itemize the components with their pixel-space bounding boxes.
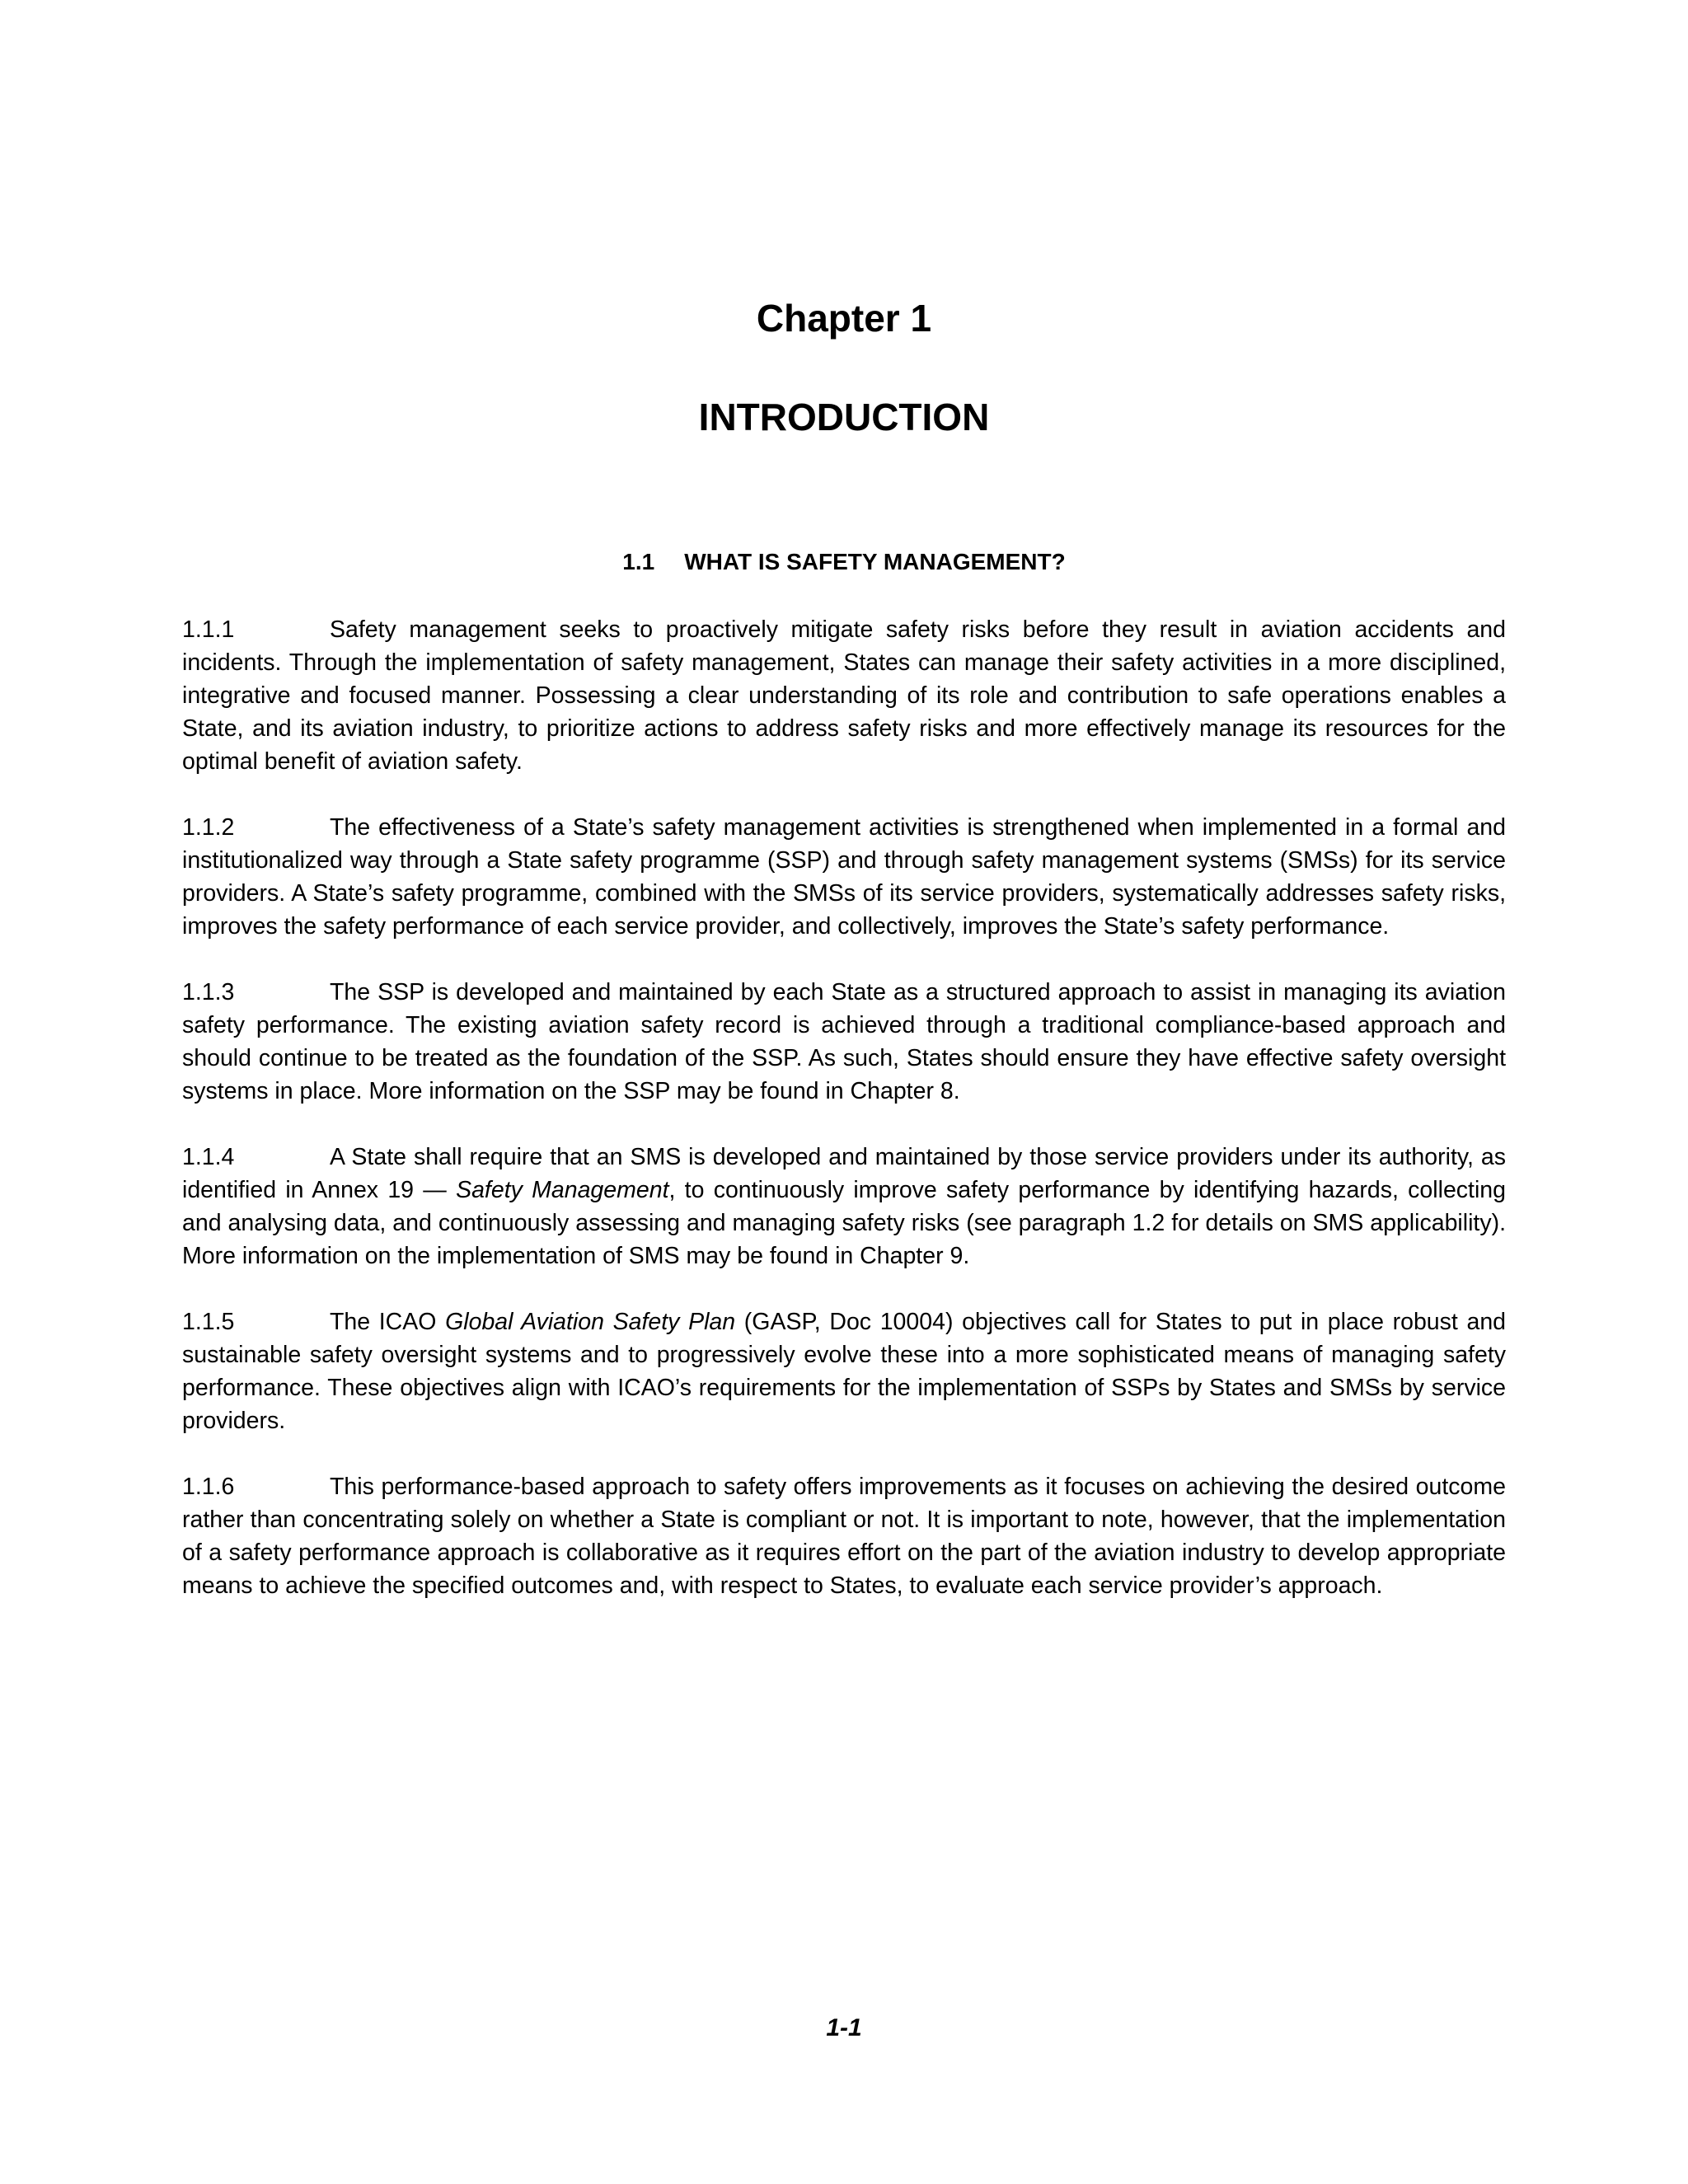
page-number: 1-1	[826, 2014, 862, 2041]
section-heading	[0, 547, 1688, 577]
paragraph-text: Safety management seeks to proactively mitigate safety risks before they result in aviation accidents and incidents. Through the implementation of safety management, States can manage their safety activities in a more disciplined, integrative and focused manner. Possessing a clear understanding of its role and contribution to safe operations enables a State, and its aviation industry, to prioritize actions to address safety risks and more effectively manage its resources for the optimal benefit of aviation safety.	[182, 616, 1506, 775]
body-text	[182, 613, 1506, 1635]
paragraph-1-1-2	[182, 811, 1506, 943]
paragraph-number: 1.1.1	[182, 616, 235, 643]
paragraph-number: 1.1.4	[182, 1144, 235, 1170]
paragraph-1-1-1	[182, 613, 1506, 778]
paragraph-text: The effectiveness of a State’s safety management activities is strengthened when implemented in a formal and institutionalized way through a State safety programme (SSP) and through safety management systems (SMSs) for its service providers. A State’s safety programme, combined with the SMSs of its service providers, systematically addresses safety risks, improves the safety performance of each service provider, and collectively, improves the State’s safety performance.	[182, 814, 1506, 940]
document-title-italic: Global Aviation Safety Plan	[445, 1309, 736, 1335]
paragraph-text: This performance-based approach to safety offers improvements as it focuses on achieving the desired outcome rather than concentrating solely on whether a State is compliant or not. It is important to note, however, that the implementation of a safety performance approach is collaborative as it requires effort on the part of the aviation industry to develop appropriate means to achieve the specified outcomes and, with respect to States, to evaluate each service provider’s approach.	[182, 1474, 1506, 1599]
paragraph-1-1-4	[182, 1141, 1506, 1272]
paragraph-text-before: The ICAO	[330, 1309, 446, 1335]
chapter-subtitle: INTRODUCTION	[698, 396, 990, 438]
paragraph-number: 1.1.3	[182, 979, 235, 1005]
document-title-italic: Safety Management	[456, 1177, 669, 1203]
paragraph-number: 1.1.5	[182, 1309, 235, 1335]
paragraph-1-1-6	[182, 1470, 1506, 1602]
paragraph-number: 1.1.6	[182, 1474, 235, 1500]
paragraph-text: The SSP is developed and maintained by each State as a structured approach to assist in managing its aviation safety performance. The existing aviation safety record is achieved through a traditional compliance-based approach and should continue to be treated as the foundation of the SSP. As such, States should ensure they have effective safety oversight systems in place. More information on the SSP may be found in Chapter 8.	[182, 979, 1506, 1104]
paragraph-1-1-5	[182, 1305, 1506, 1437]
chapter-title: Chapter 1	[756, 297, 932, 340]
paragraph-text-after: (GASP, Doc 10004) objectives call for States to put in place robust and sustainable safety oversight systems and to progressively evolve these into a more sophisticated means of managing safety performance. These objectives align with ICAO’s requirements for the implementation of SSPs by States and SMSs by service providers.	[182, 1309, 1507, 1434]
paragraph-text-before: A State shall require that an SMS is developed and maintained by those service providers under its authority, as identified in Annex 19 —	[182, 1144, 1506, 1203]
paragraph-text-after: , to continuously improve safety performance by identifying hazards, collecting and analysing data, and continuously assessing and managing safety risks (see paragraph 1.2 for details on SMS applicability). More information on the implementation of SMS may be found in Chapter 9.	[182, 1177, 1506, 1269]
paragraph-1-1-3	[182, 976, 1506, 1108]
section-number: 1.1	[622, 549, 655, 574]
section-title: WHAT IS SAFETY MANAGEMENT?	[684, 549, 1066, 574]
paragraph-number: 1.1.2	[182, 814, 235, 841]
